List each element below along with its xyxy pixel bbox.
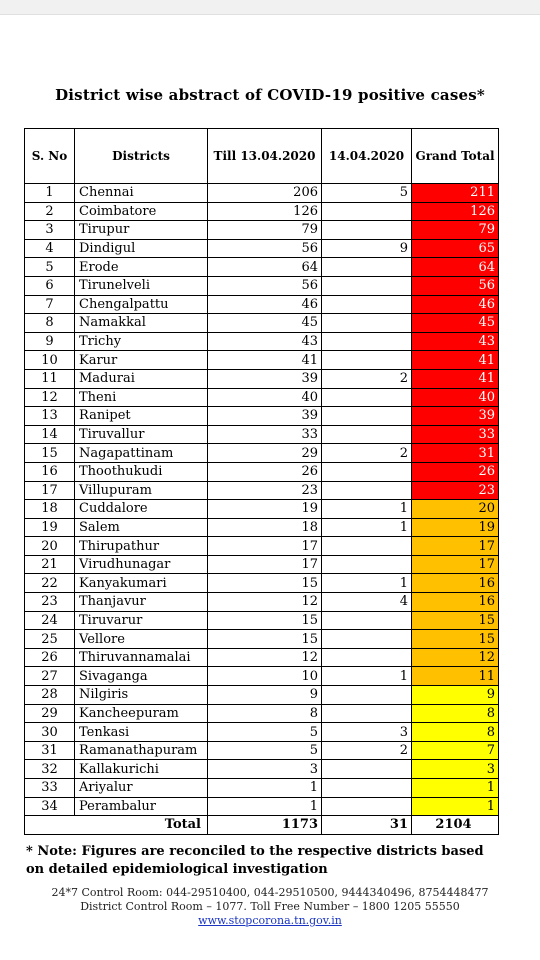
row-grand-total: 31 xyxy=(412,444,499,463)
row-till: 56 xyxy=(208,276,322,295)
row-grand-total: 11 xyxy=(412,667,499,686)
row-today xyxy=(322,258,412,277)
row-today xyxy=(322,314,412,333)
row-district: Nilgiris xyxy=(75,686,208,705)
row-sno: 11 xyxy=(25,369,75,388)
table-row xyxy=(25,648,499,667)
table-row xyxy=(25,369,499,388)
row-grand-total: 46 xyxy=(412,295,499,314)
footer xyxy=(0,886,540,928)
row-district: Vellore xyxy=(75,630,208,649)
row-sno: 7 xyxy=(25,295,75,314)
row-till: 12 xyxy=(208,648,322,667)
row-today xyxy=(322,202,412,221)
table-row xyxy=(25,462,499,481)
table-row xyxy=(25,500,499,519)
row-sno: 27 xyxy=(25,667,75,686)
row-sno: 19 xyxy=(25,518,75,537)
row-sno: 21 xyxy=(25,555,75,574)
row-till: 33 xyxy=(208,425,322,444)
row-till: 43 xyxy=(208,332,322,351)
table-row xyxy=(25,239,499,258)
row-till: 23 xyxy=(208,481,322,500)
row-grand-total: 33 xyxy=(412,425,499,444)
row-sno: 25 xyxy=(25,630,75,649)
row-grand-total: 7 xyxy=(412,741,499,760)
table-row xyxy=(25,388,499,407)
row-today: 1 xyxy=(322,667,412,686)
row-grand-total: 9 xyxy=(412,686,499,705)
table-row xyxy=(25,704,499,723)
table-row xyxy=(25,797,499,816)
row-grand-total: 16 xyxy=(412,593,499,612)
row-grand-total: 23 xyxy=(412,481,499,500)
row-till: 40 xyxy=(208,388,322,407)
row-district: Thoothukudi xyxy=(75,462,208,481)
row-today: 5 xyxy=(322,184,412,203)
row-till: 9 xyxy=(208,686,322,705)
row-district: Cuddalore xyxy=(75,500,208,519)
row-district: Tiruvarur xyxy=(75,611,208,630)
row-district: Ariyalur xyxy=(75,779,208,798)
row-district: Kallakurichi xyxy=(75,760,208,779)
row-today: 1 xyxy=(322,518,412,537)
table-row xyxy=(25,444,499,463)
row-sno: 6 xyxy=(25,276,75,295)
row-today xyxy=(322,332,412,351)
row-district: Virudhunagar xyxy=(75,555,208,574)
row-today xyxy=(322,425,412,444)
row-today xyxy=(322,555,412,574)
row-today xyxy=(322,760,412,779)
row-grand-total: 17 xyxy=(412,555,499,574)
row-sno: 17 xyxy=(25,481,75,500)
row-today xyxy=(322,630,412,649)
table-row xyxy=(25,518,499,537)
row-grand-total: 26 xyxy=(412,462,499,481)
row-sno: 24 xyxy=(25,611,75,630)
table-row xyxy=(25,295,499,314)
row-till: 15 xyxy=(208,574,322,593)
row-till: 12 xyxy=(208,593,322,612)
row-district: Chennai xyxy=(75,184,208,203)
row-district: Thiruvannamalai xyxy=(75,648,208,667)
row-district: Ranipet xyxy=(75,407,208,426)
row-district: Kancheepuram xyxy=(75,704,208,723)
website-link[interactable]: www.stopcorona.tn.gov.in xyxy=(198,914,342,927)
row-till: 79 xyxy=(208,221,322,240)
table-row xyxy=(25,667,499,686)
total-label: Total xyxy=(25,816,208,835)
row-grand-total: 39 xyxy=(412,407,499,426)
row-today xyxy=(322,388,412,407)
row-till: 18 xyxy=(208,518,322,537)
district-control-line: District Control Room – 1077. Toll Free Number – 1800 1205 55550 xyxy=(80,900,460,913)
table-row xyxy=(25,407,499,426)
row-today: 4 xyxy=(322,593,412,612)
row-today xyxy=(322,295,412,314)
top-bar xyxy=(0,0,540,15)
table-row xyxy=(25,258,499,277)
total-till: 1173 xyxy=(208,816,322,835)
row-district: Tirupur xyxy=(75,221,208,240)
note-text: * Note: Figures are reconciled to the respective districts based on detailed epidemiological investigation xyxy=(26,844,484,877)
table-row xyxy=(25,686,499,705)
row-till: 17 xyxy=(208,555,322,574)
total-grand: 2104 xyxy=(412,816,499,835)
table-row xyxy=(25,723,499,742)
row-district: Namakkal xyxy=(75,314,208,333)
row-grand-total: 1 xyxy=(412,797,499,816)
row-district: Salem xyxy=(75,518,208,537)
header-today: 14.04.2020 xyxy=(322,129,412,184)
row-till: 3 xyxy=(208,760,322,779)
row-sno: 28 xyxy=(25,686,75,705)
row-till: 39 xyxy=(208,369,322,388)
row-grand-total: 41 xyxy=(412,369,499,388)
row-till: 1 xyxy=(208,779,322,798)
row-grand-total: 3 xyxy=(412,760,499,779)
row-today: 9 xyxy=(322,239,412,258)
table-body xyxy=(25,184,499,816)
table-row xyxy=(25,593,499,612)
row-sno: 23 xyxy=(25,593,75,612)
row-sno: 31 xyxy=(25,741,75,760)
row-today: 3 xyxy=(322,723,412,742)
row-district: Theni xyxy=(75,388,208,407)
row-today: 2 xyxy=(322,369,412,388)
table-row xyxy=(25,276,499,295)
table-row xyxy=(25,779,499,798)
row-today xyxy=(322,351,412,370)
row-till: 56 xyxy=(208,239,322,258)
row-sno: 26 xyxy=(25,648,75,667)
row-today xyxy=(322,797,412,816)
row-grand-total: 15 xyxy=(412,611,499,630)
row-till: 41 xyxy=(208,351,322,370)
row-district: Dindigul xyxy=(75,239,208,258)
row-district: Perambalur xyxy=(75,797,208,816)
row-today: 2 xyxy=(322,741,412,760)
row-till: 26 xyxy=(208,462,322,481)
row-district: Ramanathapuram xyxy=(75,741,208,760)
row-sno: 22 xyxy=(25,574,75,593)
row-district: Tiruvallur xyxy=(75,425,208,444)
row-grand-total: 19 xyxy=(412,518,499,537)
row-district: Tenkasi xyxy=(75,723,208,742)
row-sno: 14 xyxy=(25,425,75,444)
row-today xyxy=(322,704,412,723)
row-sno: 1 xyxy=(25,184,75,203)
row-till: 1 xyxy=(208,797,322,816)
header-districts: Districts xyxy=(75,129,208,184)
row-till: 17 xyxy=(208,537,322,556)
control-room-line: 24*7 Control Room: 044-29510400, 044-29510500, 9444340496, 8754448477 xyxy=(51,886,489,899)
header-sno: S. No xyxy=(25,129,75,184)
row-sno: 33 xyxy=(25,779,75,798)
table-row xyxy=(25,574,499,593)
row-grand-total: 79 xyxy=(412,221,499,240)
row-sno: 3 xyxy=(25,221,75,240)
table-row xyxy=(25,630,499,649)
row-sno: 15 xyxy=(25,444,75,463)
row-sno: 12 xyxy=(25,388,75,407)
row-district: Nagapattinam xyxy=(75,444,208,463)
row-till: 19 xyxy=(208,500,322,519)
row-sno: 29 xyxy=(25,704,75,723)
row-district: Chengalpattu xyxy=(75,295,208,314)
row-today xyxy=(322,686,412,705)
table-row xyxy=(25,481,499,500)
row-district: Karur xyxy=(75,351,208,370)
row-till: 64 xyxy=(208,258,322,277)
table-row xyxy=(25,425,499,444)
row-grand-total: 211 xyxy=(412,184,499,203)
row-today xyxy=(322,611,412,630)
table-row xyxy=(25,184,499,203)
row-district: Thirupathur xyxy=(75,537,208,556)
row-today: 1 xyxy=(322,500,412,519)
row-sno: 9 xyxy=(25,332,75,351)
row-grand-total: 12 xyxy=(412,648,499,667)
table-row xyxy=(25,314,499,333)
row-sno: 4 xyxy=(25,239,75,258)
table-row xyxy=(25,332,499,351)
row-today xyxy=(322,537,412,556)
row-grand-total: 17 xyxy=(412,537,499,556)
row-district: Trichy xyxy=(75,332,208,351)
row-grand-total: 8 xyxy=(412,723,499,742)
table-row xyxy=(25,611,499,630)
row-today: 1 xyxy=(322,574,412,593)
table-row xyxy=(25,537,499,556)
row-sno: 32 xyxy=(25,760,75,779)
row-grand-total: 56 xyxy=(412,276,499,295)
row-today xyxy=(322,462,412,481)
row-today: 2 xyxy=(322,444,412,463)
row-today xyxy=(322,276,412,295)
row-till: 5 xyxy=(208,741,322,760)
header-grand-total: Grand Total xyxy=(412,129,499,184)
row-grand-total: 8 xyxy=(412,704,499,723)
row-grand-total: 1 xyxy=(412,779,499,798)
row-till: 8 xyxy=(208,704,322,723)
row-till: 206 xyxy=(208,184,322,203)
row-till: 15 xyxy=(208,611,322,630)
total-row xyxy=(25,816,499,835)
row-grand-total: 16 xyxy=(412,574,499,593)
table-row xyxy=(25,760,499,779)
row-sno: 20 xyxy=(25,537,75,556)
header-till: Till 13.04.2020 xyxy=(208,129,322,184)
row-district: Kanyakumari xyxy=(75,574,208,593)
row-grand-total: 126 xyxy=(412,202,499,221)
row-sno: 8 xyxy=(25,314,75,333)
row-today xyxy=(322,648,412,667)
table-row xyxy=(25,351,499,370)
row-district: Erode xyxy=(75,258,208,277)
row-district: Thanjavur xyxy=(75,593,208,612)
row-sno: 10 xyxy=(25,351,75,370)
row-grand-total: 45 xyxy=(412,314,499,333)
row-till: 15 xyxy=(208,630,322,649)
table-row xyxy=(25,555,499,574)
row-grand-total: 64 xyxy=(412,258,499,277)
row-today xyxy=(322,481,412,500)
row-till: 46 xyxy=(208,295,322,314)
row-till: 39 xyxy=(208,407,322,426)
row-sno: 34 xyxy=(25,797,75,816)
row-today xyxy=(322,221,412,240)
row-sno: 30 xyxy=(25,723,75,742)
row-till: 45 xyxy=(208,314,322,333)
row-sno: 16 xyxy=(25,462,75,481)
row-till: 10 xyxy=(208,667,322,686)
row-district: Madurai xyxy=(75,369,208,388)
row-till: 126 xyxy=(208,202,322,221)
row-sno: 2 xyxy=(25,202,75,221)
row-grand-total: 40 xyxy=(412,388,499,407)
row-till: 29 xyxy=(208,444,322,463)
row-till: 5 xyxy=(208,723,322,742)
table-row xyxy=(25,741,499,760)
row-sno: 5 xyxy=(25,258,75,277)
row-grand-total: 65 xyxy=(412,239,499,258)
row-grand-total: 43 xyxy=(412,332,499,351)
row-district: Sivaganga xyxy=(75,667,208,686)
table-header-row xyxy=(25,129,499,184)
row-grand-total: 20 xyxy=(412,500,499,519)
row-district: Coimbatore xyxy=(75,202,208,221)
row-grand-total: 41 xyxy=(412,351,499,370)
row-district: Tirunelveli xyxy=(75,276,208,295)
row-grand-total: 15 xyxy=(412,630,499,649)
row-sno: 13 xyxy=(25,407,75,426)
row-sno: 18 xyxy=(25,500,75,519)
row-today xyxy=(322,407,412,426)
row-district: Villupuram xyxy=(75,481,208,500)
page-title: District wise abstract of COVID-19 positive cases* xyxy=(55,86,485,104)
table-row xyxy=(25,202,499,221)
row-today xyxy=(322,779,412,798)
total-today: 31 xyxy=(322,816,412,835)
table-row xyxy=(25,221,499,240)
cases-table xyxy=(24,128,499,835)
